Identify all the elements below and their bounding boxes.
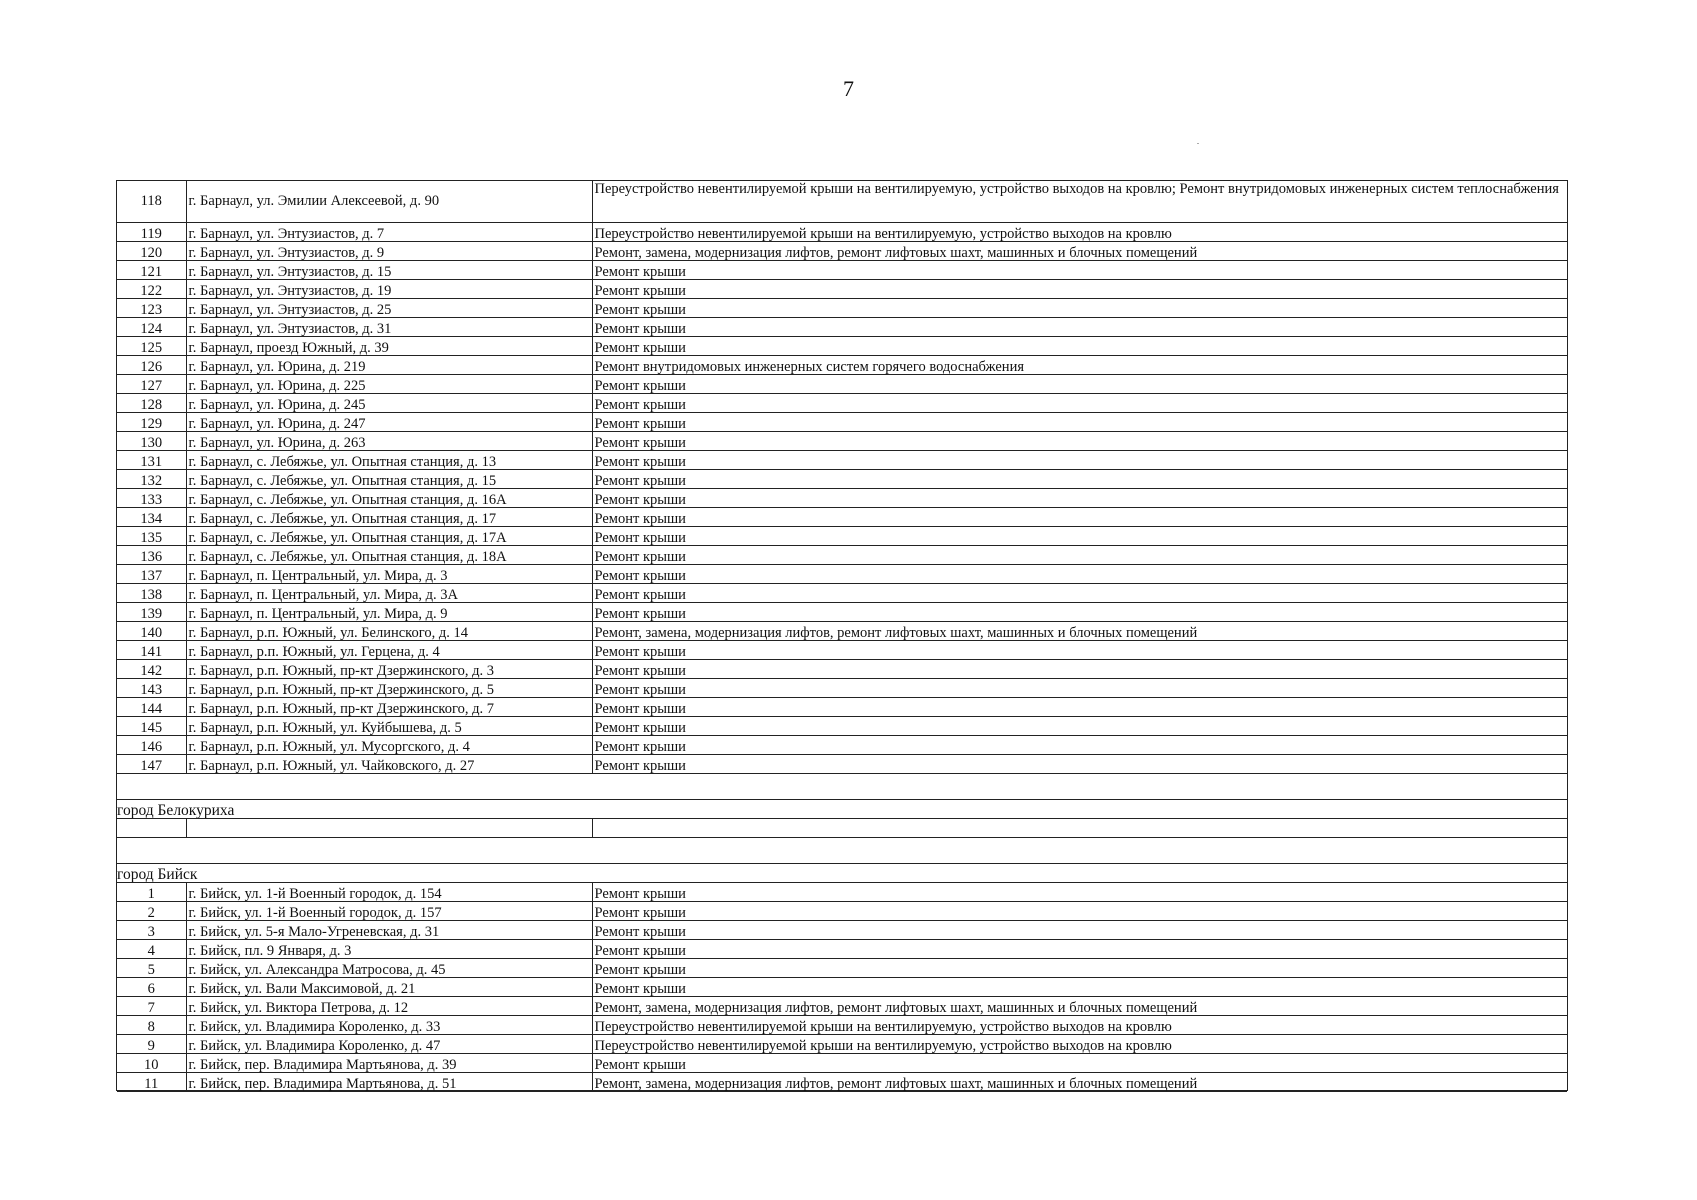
row-address: г. Бийск, ул. Владимира Короленко, д. 47 — [186, 1035, 592, 1054]
table-row — [117, 717, 1567, 736]
table-row — [117, 921, 1567, 940]
table-row — [117, 527, 1567, 546]
table-row — [117, 1054, 1567, 1073]
row-address: г. Барнаул, п. Центральный, ул. Мира, д. 3А — [186, 584, 592, 603]
row-address: г. Барнаул, р.п. Южный, ул. Мусоргского, д. 4 — [186, 736, 592, 755]
table-row — [117, 902, 1567, 921]
row-number: 128 — [117, 394, 186, 413]
row-work-type: Ремонт крыши — [592, 280, 1567, 299]
table-row — [117, 280, 1567, 299]
row-number: 3 — [117, 921, 186, 940]
table-row — [117, 698, 1567, 717]
table-row — [117, 679, 1567, 698]
row-number: 141 — [117, 641, 186, 660]
register-sheet — [116, 180, 1568, 1091]
table-row — [117, 736, 1567, 755]
row-number: 120 — [117, 242, 186, 261]
table-row — [117, 978, 1567, 997]
table-row — [117, 181, 1567, 223]
section-heading-row — [117, 800, 1567, 819]
row-work-type: Ремонт крыши — [592, 375, 1567, 394]
row-address: г. Барнаул, р.п. Южный, пр-кт Дзержинского, д. 3 — [186, 660, 592, 679]
row-address: г. Бийск, ул. Виктора Петрова, д. 12 — [186, 997, 592, 1016]
row-number: 1 — [117, 883, 186, 902]
row-address: г. Барнаул, ул. Энтузиастов, д. 7 — [186, 223, 592, 242]
scan-artifact — [1197, 143, 1199, 144]
table-row — [117, 660, 1567, 679]
row-number: 137 — [117, 565, 186, 584]
table-row — [117, 546, 1567, 565]
row-address: г. Барнаул, ул. Энтузиастов, д. 19 — [186, 280, 592, 299]
row-number: 143 — [117, 679, 186, 698]
table-row — [117, 451, 1567, 470]
row-work-type: Ремонт крыши — [592, 508, 1567, 527]
row-work-type: Переустройство невентилируемой крыши на вентилируемую, устройство выходов на кровлю — [592, 1016, 1567, 1035]
row-address: г. Бийск, ул. 5-я Мало-Угреневская, д. 31 — [186, 921, 592, 940]
table-row — [117, 755, 1567, 774]
row-number: 147 — [117, 755, 186, 774]
row-address: г. Барнаул, ул. Энтузиастов, д. 15 — [186, 261, 592, 280]
row-address: г. Барнаул, ул. Энтузиастов, д. 31 — [186, 318, 592, 337]
row-number: 145 — [117, 717, 186, 736]
row-address: г. Барнаул, р.п. Южный, ул. Чайковского, д. 27 — [186, 755, 592, 774]
page-number: 7 — [843, 76, 854, 101]
row-work-type: Ремонт внутридомовых инженерных систем горячего водоснабжения — [592, 356, 1567, 375]
row-address: г. Барнаул, р.п. Южный, пр-кт Дзержинского, д. 7 — [186, 698, 592, 717]
row-address: г. Барнаул, ул. Энтузиастов, д. 9 — [186, 242, 592, 261]
row-number: 132 — [117, 470, 186, 489]
row-number: 119 — [117, 223, 186, 242]
row-address: г. Барнаул, с. Лебяжье, ул. Опытная станция, д. 15 — [186, 470, 592, 489]
row-address: г. Бийск, ул. Вали Максимовой, д. 21 — [186, 978, 592, 997]
row-address: г. Барнаул, с. Лебяжье, ул. Опытная станция, д. 18А — [186, 546, 592, 565]
spacer-row — [117, 774, 1567, 800]
row-number: 7 — [117, 997, 186, 1016]
row-work-type: Ремонт крыши — [592, 660, 1567, 679]
table-row — [117, 413, 1567, 432]
row-number: 8 — [117, 1016, 186, 1035]
row-work-type: Ремонт, замена, модернизация лифтов, ремонт лифтовых шахт, машинных и блочных помещений — [592, 997, 1567, 1016]
table-row — [117, 641, 1567, 660]
belokurikha-section — [117, 774, 1567, 883]
row-number: 124 — [117, 318, 186, 337]
row-work-type: Ремонт, замена, модернизация лифтов, ремонт лифтовых шахт, машинных и блочных помещений — [592, 1073, 1567, 1092]
table-row — [117, 337, 1567, 356]
row-work-type: Переустройство невентилируемой крыши на вентилируемую, устройство выходов на кровлю — [592, 1035, 1567, 1054]
spacer-row — [117, 838, 1567, 864]
row-address: г. Бийск, ул. Владимира Короленко, д. 33 — [186, 1016, 592, 1035]
row-work-type: Ремонт крыши — [592, 527, 1567, 546]
table-row — [117, 356, 1567, 375]
row-work-type: Ремонт крыши — [592, 755, 1567, 774]
row-work-type: Ремонт крыши — [592, 489, 1567, 508]
row-address: г. Бийск, пл. 9 Января, д. 3 — [186, 940, 592, 959]
table-row — [117, 489, 1567, 508]
row-work-type: Ремонт крыши — [592, 883, 1567, 902]
row-work-type: Ремонт крыши — [592, 959, 1567, 978]
row-number: 146 — [117, 736, 186, 755]
row-work-type: Ремонт крыши — [592, 299, 1567, 318]
row-work-type: Ремонт крыши — [592, 679, 1567, 698]
row-number: 2 — [117, 902, 186, 921]
row-address: г. Барнаул, п. Центральный, ул. Мира, д. 3 — [186, 565, 592, 584]
row-address: г. Барнаул, с. Лебяжье, ул. Опытная станция, д. 17 — [186, 508, 592, 527]
row-address: г. Бийск, ул. 1-й Военный городок, д. 157 — [186, 902, 592, 921]
row-address: г. Барнаул, р.п. Южный, пр-кт Дзержинского, д. 5 — [186, 679, 592, 698]
row-number: 134 — [117, 508, 186, 527]
row-work-type: Ремонт крыши — [592, 641, 1567, 660]
row-address: г. Барнаул, р.п. Южный, ул. Белинского, д. 14 — [186, 622, 592, 641]
row-number: 118 — [117, 181, 186, 223]
row-address: г. Бийск, ул. 1-й Военный городок, д. 154 — [186, 883, 592, 902]
row-address: г. Барнаул, п. Центральный, ул. Мира, д. 9 — [186, 603, 592, 622]
table-row — [117, 1073, 1567, 1092]
row-work-type: Ремонт крыши — [592, 261, 1567, 280]
row-number: 140 — [117, 622, 186, 641]
row-number: 139 — [117, 603, 186, 622]
row-work-type: Ремонт крыши — [592, 546, 1567, 565]
row-work-type: Ремонт крыши — [592, 1054, 1567, 1073]
row-number: 125 — [117, 337, 186, 356]
row-number: 129 — [117, 413, 186, 432]
row-address: г. Барнаул, р.п. Южный, ул. Куйбышева, д. 5 — [186, 717, 592, 736]
section-heading-row — [117, 864, 1567, 883]
biysk-section — [117, 883, 1567, 1092]
section-heading-belokurikha: город Белокуриха — [117, 800, 1567, 819]
row-number: 5 — [117, 959, 186, 978]
row-address: г. Бийск, пер. Владимира Мартьянова, д. 51 — [186, 1073, 592, 1092]
row-work-type: Ремонт крыши — [592, 394, 1567, 413]
row-address: г. Барнаул, ул. Юрина, д. 263 — [186, 432, 592, 451]
row-number: 122 — [117, 280, 186, 299]
table-row — [117, 508, 1567, 527]
row-work-type: Переустройство невентилируемой крыши на вентилируемую, устройство выходов на кровлю — [592, 223, 1567, 242]
table-row — [117, 940, 1567, 959]
row-address: г. Барнаул, проезд Южный, д. 39 — [186, 337, 592, 356]
row-work-type: Ремонт, замена, модернизация лифтов, ремонт лифтовых шахт, машинных и блочных помещений — [592, 622, 1567, 641]
row-number: 11 — [117, 1073, 186, 1092]
row-work-type: Ремонт крыши — [592, 432, 1567, 451]
row-address: г. Барнаул, ул. Эмилии Алексеевой, д. 90 — [186, 181, 592, 223]
table-row — [117, 883, 1567, 902]
row-address: г. Бийск, пер. Владимира Мартьянова, д. 39 — [186, 1054, 592, 1073]
table-row — [117, 299, 1567, 318]
row-number: 135 — [117, 527, 186, 546]
row-address: г. Бийск, ул. Александра Матросова, д. 45 — [186, 959, 592, 978]
row-number: 138 — [117, 584, 186, 603]
row-address: г. Барнаул, ул. Энтузиастов, д. 25 — [186, 299, 592, 318]
row-work-type: Ремонт крыши — [592, 584, 1567, 603]
row-number: 136 — [117, 546, 186, 565]
row-work-type: Ремонт крыши — [592, 318, 1567, 337]
table-row — [117, 959, 1567, 978]
row-work-type: Ремонт крыши — [592, 470, 1567, 489]
row-number: 9 — [117, 1035, 186, 1054]
row-number: 10 — [117, 1054, 186, 1073]
row-address: г. Барнаул, р.п. Южный, ул. Герцена, д. 4 — [186, 641, 592, 660]
row-address: г. Барнаул, ул. Юрина, д. 245 — [186, 394, 592, 413]
row-work-type: Ремонт крыши — [592, 337, 1567, 356]
row-work-type: Ремонт крыши — [592, 717, 1567, 736]
table-row — [117, 394, 1567, 413]
row-number: 126 — [117, 356, 186, 375]
table-row — [117, 584, 1567, 603]
row-work-type: Ремонт крыши — [592, 902, 1567, 921]
row-work-type: Ремонт, замена, модернизация лифтов, ремонт лифтовых шахт, машинных и блочных помещений — [592, 242, 1567, 261]
table-row — [117, 375, 1567, 394]
row-number: 6 — [117, 978, 186, 997]
barnaul-section — [117, 181, 1567, 774]
row-work-type: Ремонт крыши — [592, 603, 1567, 622]
row-number: 123 — [117, 299, 186, 318]
row-address: г. Барнаул, ул. Юрина, д. 219 — [186, 356, 592, 375]
table-row — [117, 622, 1567, 641]
row-work-type: Ремонт крыши — [592, 698, 1567, 717]
table-row — [117, 223, 1567, 242]
row-number: 4 — [117, 940, 186, 959]
row-number: 144 — [117, 698, 186, 717]
row-work-type: Ремонт крыши — [592, 565, 1567, 584]
row-number: 130 — [117, 432, 186, 451]
table-row — [117, 997, 1567, 1016]
register-table — [117, 181, 1567, 1092]
row-number: 142 — [117, 660, 186, 679]
table-row — [117, 1035, 1567, 1054]
row-work-type: Ремонт крыши — [592, 413, 1567, 432]
row-number: 127 — [117, 375, 186, 394]
section-heading-biysk: город Бийск — [117, 864, 1567, 883]
row-work-type: Ремонт крыши — [592, 451, 1567, 470]
row-address: г. Барнаул, ул. Юрина, д. 247 — [186, 413, 592, 432]
row-work-type: Ремонт крыши — [592, 940, 1567, 959]
empty-row — [117, 819, 1567, 838]
row-number: 121 — [117, 261, 186, 280]
table-row — [117, 470, 1567, 489]
table-row — [117, 565, 1567, 584]
row-work-type: Ремонт крыши — [592, 921, 1567, 940]
row-address: г. Барнаул, с. Лебяжье, ул. Опытная станция, д. 17А — [186, 527, 592, 546]
row-number: 133 — [117, 489, 186, 508]
table-row — [117, 1016, 1567, 1035]
table-row — [117, 432, 1567, 451]
row-work-type: Ремонт крыши — [592, 978, 1567, 997]
row-work-type: Переустройство невентилируемой крыши на вентилируемую, устройство выходов на кровлю; Ремонт внутридомовых инженерных систем теплоснабжения — [592, 181, 1567, 223]
row-address: г. Барнаул, ул. Юрина, д. 225 — [186, 375, 592, 394]
row-number: 131 — [117, 451, 186, 470]
row-work-type: Ремонт крыши — [592, 736, 1567, 755]
table-row — [117, 318, 1567, 337]
table-row — [117, 242, 1567, 261]
table-row — [117, 261, 1567, 280]
row-address: г. Барнаул, с. Лебяжье, ул. Опытная станция, д. 13 — [186, 451, 592, 470]
table-row — [117, 603, 1567, 622]
row-address: г. Барнаул, с. Лебяжье, ул. Опытная станция, д. 16А — [186, 489, 592, 508]
